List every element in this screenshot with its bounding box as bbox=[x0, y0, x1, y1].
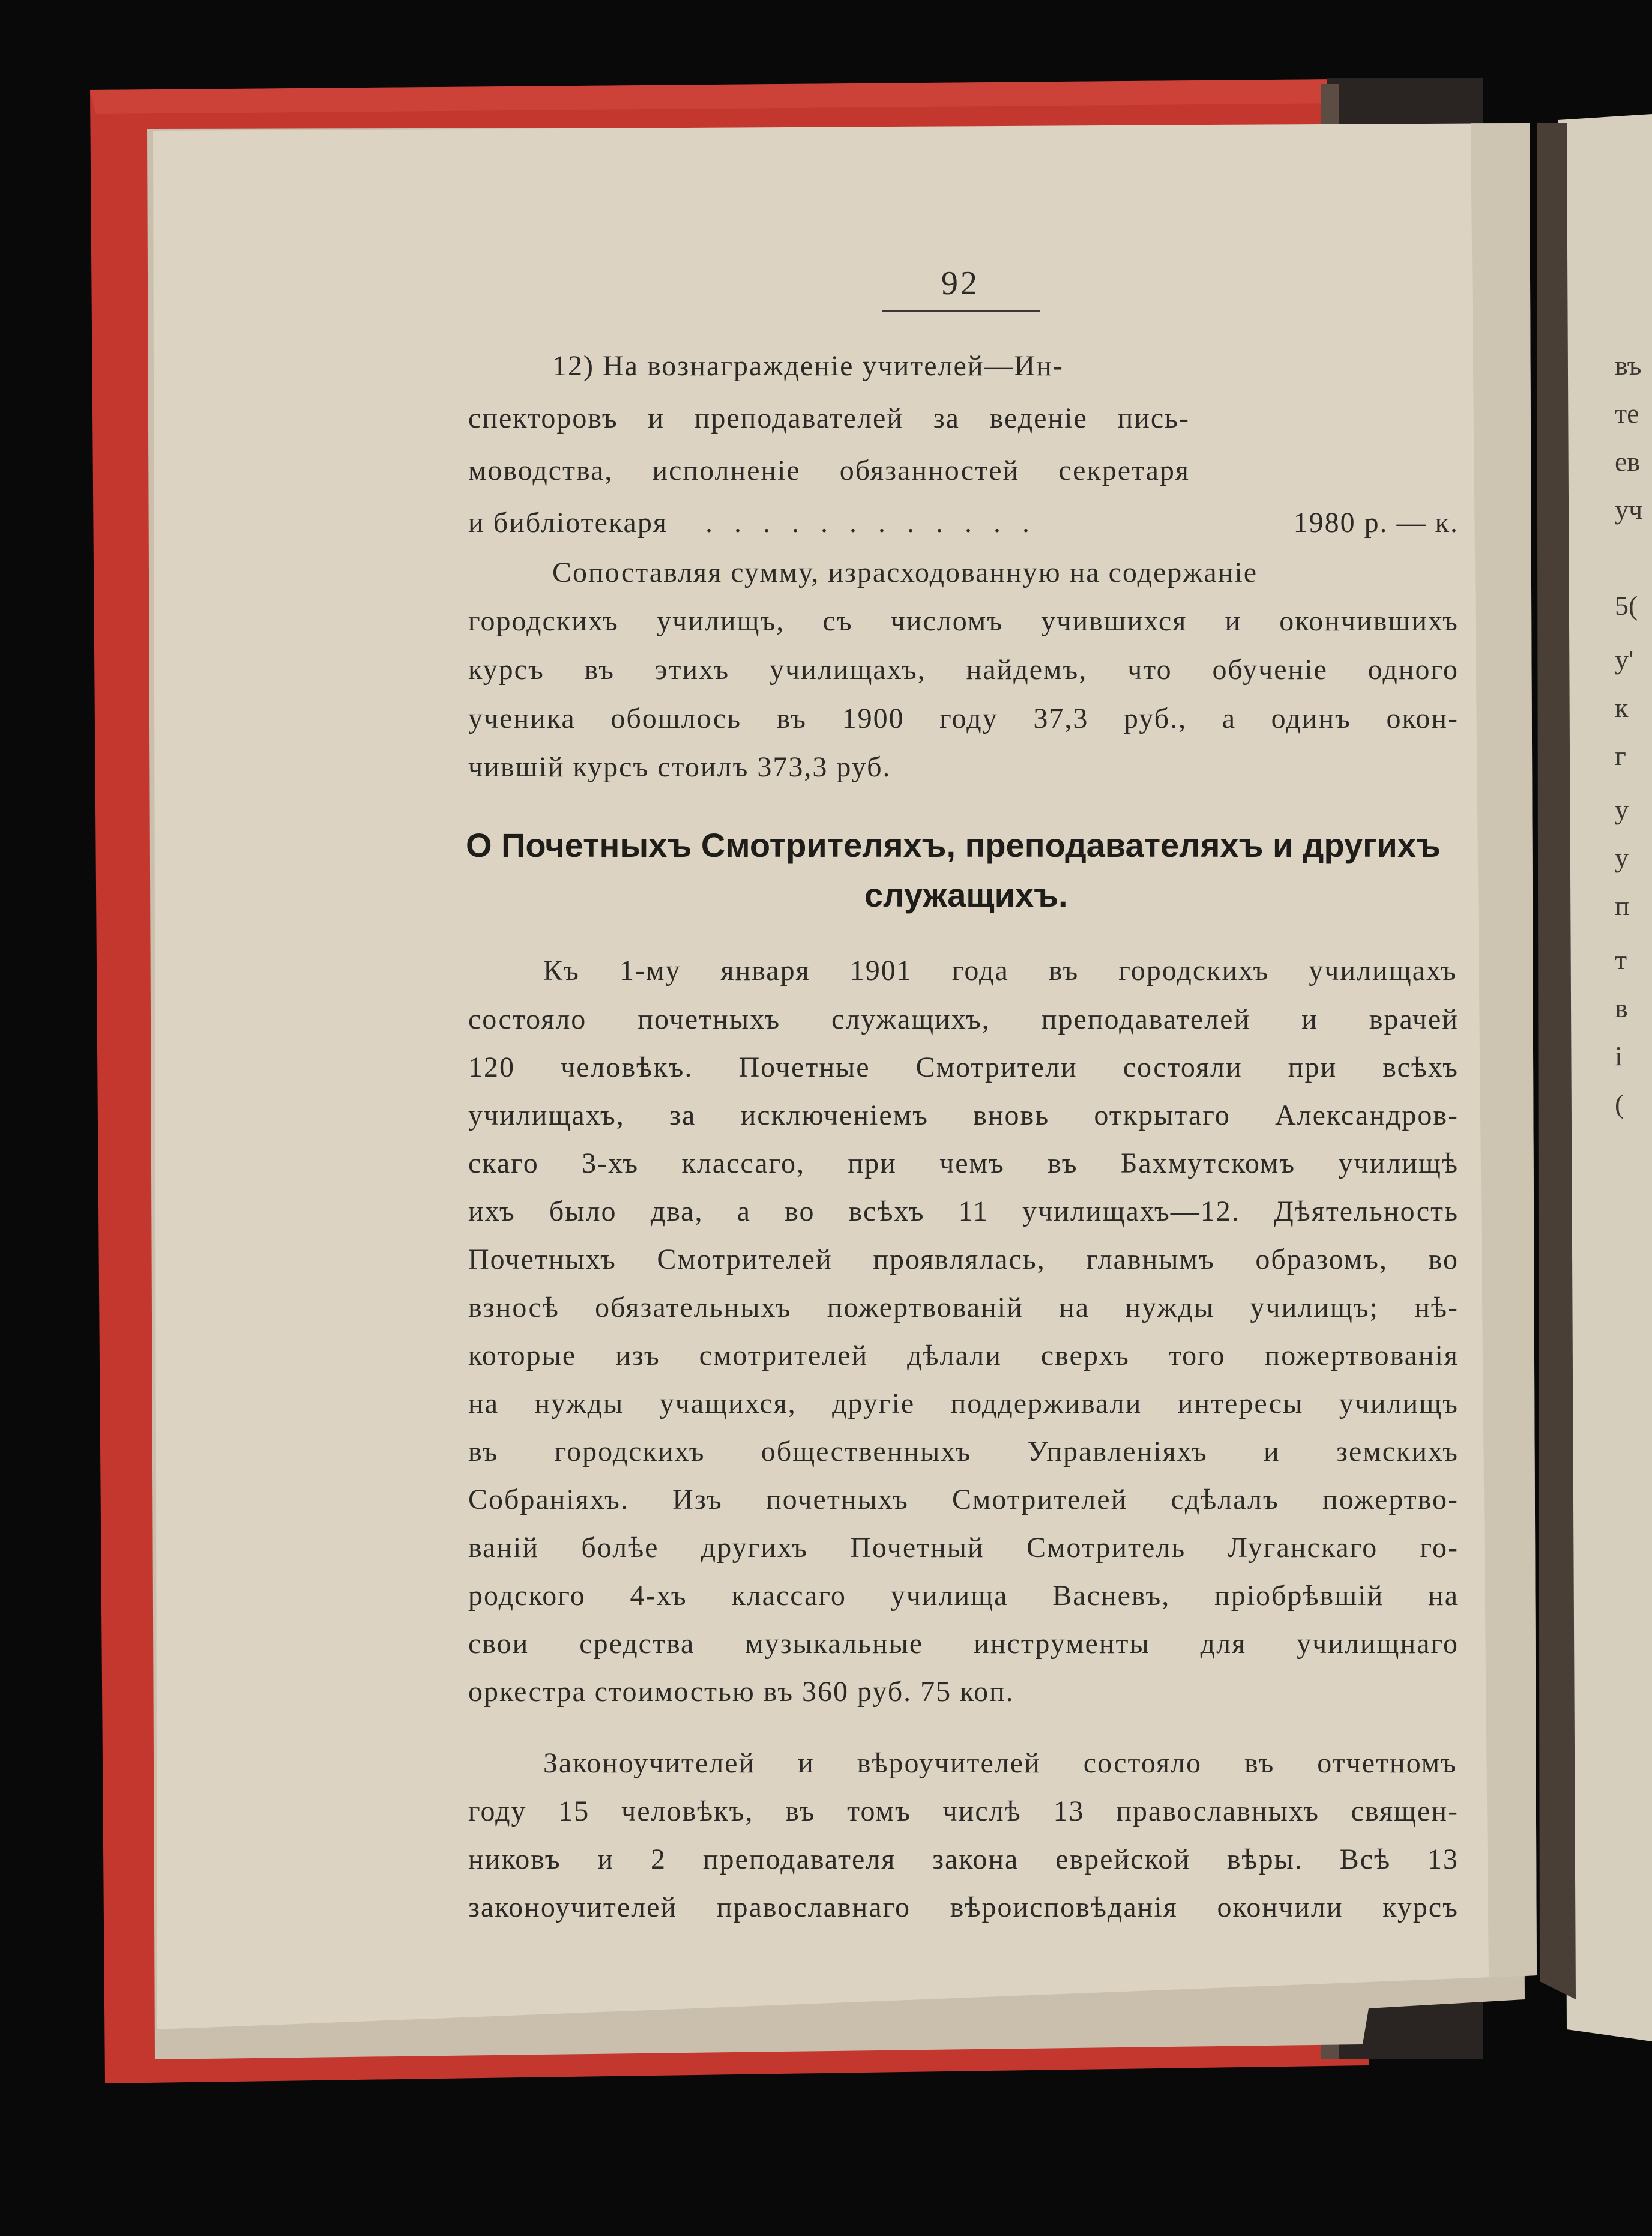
next-page-fragment: 5( bbox=[1615, 590, 1638, 621]
next-page-fragment: уч bbox=[1615, 494, 1643, 525]
text-line: училищахъ, за исключеніемъ вновь открытаго Александров- bbox=[468, 1099, 1459, 1131]
next-page-fragment: п bbox=[1615, 890, 1630, 921]
next-page-fragment: въ bbox=[1615, 350, 1642, 381]
text-line: году 15 человѣкъ, въ томъ числѣ 13 православныхъ священ- bbox=[468, 1795, 1459, 1827]
next-page-fragment: к bbox=[1615, 692, 1629, 723]
text-line: Сопоставляя сумму, израсходованную на содержаніе bbox=[552, 557, 1258, 588]
next-page-fragment: г bbox=[1615, 740, 1626, 771]
next-page-fragment: ( bbox=[1615, 1089, 1624, 1119]
text-line: 120 человѣкъ. Почетные Смотрители состояли при всѣхъ bbox=[468, 1051, 1459, 1083]
dot-leader: . . . . . . . . . . . . bbox=[705, 507, 1037, 539]
text-line: Законоучителей и вѣроучителей состояло въ отчетномъ bbox=[543, 1747, 1457, 1779]
text-line: ваній болѣе другихъ Почетный Смотритель Луганскаго го- bbox=[468, 1532, 1459, 1564]
text-line: родского 4-хъ классаго училища Васневъ, пріобрѣвшій на bbox=[468, 1580, 1459, 1612]
item-12-line: 12) На вознагражденіе учителей—Ин- bbox=[552, 350, 1064, 382]
text-line: никовъ и 2 преподавателя закона еврейской вѣры. Всѣ 13 bbox=[468, 1843, 1459, 1875]
text-line: Къ 1-му января 1901 года въ городскихъ училищахъ bbox=[543, 955, 1457, 987]
text-line: которые изъ смотрителей дѣлали сверхъ того пожертвованія bbox=[468, 1340, 1459, 1371]
text-line: законоучителей православнаго вѣроисповѣданія окончили курсъ bbox=[468, 1891, 1459, 1923]
text-line: Почетныхъ Смотрителей проявлялась, главнымъ образомъ, во bbox=[468, 1243, 1459, 1275]
section-heading-line1: О Почетныхъ Смотрителяхъ, преподавателяхъ и другихъ bbox=[466, 826, 1441, 864]
text-line: Собраніяхъ. Изъ почетныхъ Смотрителей сдѣлалъ пожертво- bbox=[468, 1484, 1459, 1515]
next-page-fragment: ев bbox=[1615, 446, 1641, 477]
text-line: скаго 3-хъ классаго, при чемъ въ Бахмутскомъ училищѣ bbox=[468, 1147, 1459, 1179]
text-line: чившій курсъ стоилъ 373,3 руб. bbox=[468, 751, 891, 783]
text-line: ученика обошлось въ 1900 году 37,3 руб., а одинъ окон- bbox=[468, 703, 1459, 734]
text-line: взносѣ обязательныхъ пожертвованій на нужды училищъ; нѣ- bbox=[468, 1292, 1459, 1323]
page-number-rule bbox=[882, 310, 1040, 312]
page-number: 92 bbox=[941, 265, 980, 302]
next-page-fragment: у bbox=[1615, 794, 1629, 825]
item-12-last-line bbox=[468, 504, 1459, 542]
next-page-fragment: т bbox=[1615, 944, 1627, 975]
text-line: состояло почетныхъ служащихъ, преподавателей и врачей bbox=[468, 1003, 1459, 1035]
next-page-fragment: те bbox=[1615, 398, 1639, 429]
text-line: въ городскихъ общественныхъ Управленіяхъ и земскихъ bbox=[468, 1436, 1459, 1467]
item-12-line: моводства, исполненіе обязанностей секретаря bbox=[468, 455, 1190, 486]
text-line: на нужды учащихся, другіе поддерживали интересы училищъ bbox=[468, 1388, 1459, 1419]
section-heading-line2: служащихъ. bbox=[864, 876, 1068, 914]
item-12-amount: 1980 р. — к. bbox=[1293, 507, 1459, 539]
text-line: курсъ въ этихъ училищахъ, найдемъ, что обученіе одного bbox=[468, 654, 1459, 686]
item-12-label: и библіотекаря bbox=[468, 507, 668, 539]
next-page-fragment: у bbox=[1615, 842, 1629, 873]
next-page-fragment: у' bbox=[1615, 644, 1634, 675]
next-page-fragment: і bbox=[1615, 1041, 1623, 1071]
item-12-line: спекторовъ и преподавателей за веденіе пись- bbox=[468, 402, 1190, 434]
next-page-fragment: в bbox=[1615, 993, 1628, 1023]
text-line: городскихъ училищъ, съ числомъ учившихся и окончившихъ bbox=[468, 605, 1459, 637]
text-line: ихъ было два, а во всѣхъ 11 училищахъ—12. Дѣятельность bbox=[468, 1195, 1459, 1227]
text-line: свои средства музыкальные инструменты для училищнаго bbox=[468, 1628, 1459, 1660]
text-line: оркестра стоимостью въ 360 руб. 75 коп. bbox=[468, 1676, 1014, 1708]
